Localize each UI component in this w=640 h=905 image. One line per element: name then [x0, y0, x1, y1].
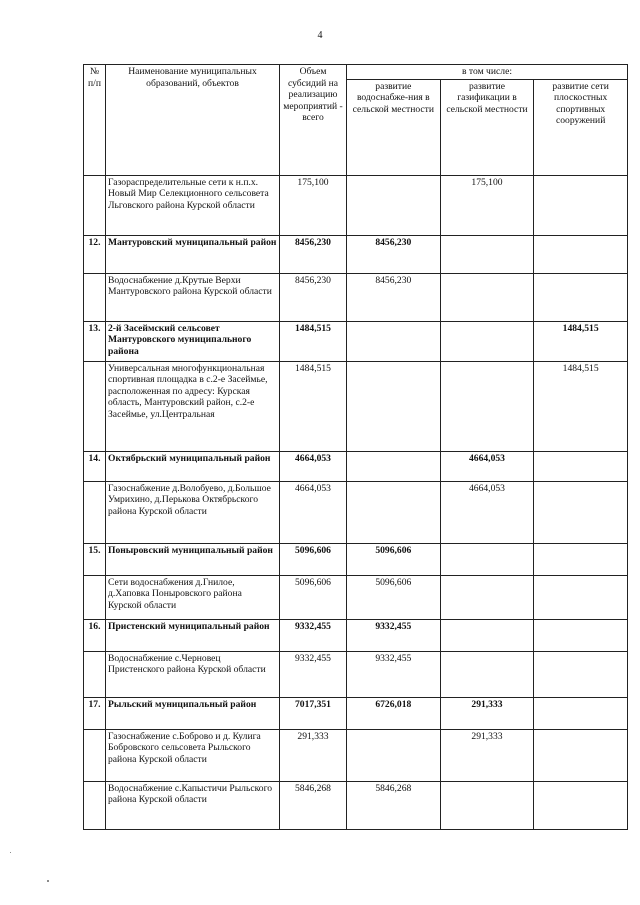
- object-row: [84, 175, 628, 235]
- row-number: [84, 651, 106, 697]
- scan-dot: [47, 880, 49, 882]
- object-row: [84, 361, 628, 451]
- header-including: в том числе:: [347, 65, 628, 80]
- row-name: Пристенский муниципальный район: [106, 619, 280, 651]
- object-row: [84, 729, 628, 781]
- district-row: [84, 619, 628, 651]
- row-name: Водоснабжение д.Крутые Верхи Мантуровского района Курской области: [106, 273, 280, 321]
- header-num: № п/п: [84, 65, 106, 176]
- row-water: [347, 321, 441, 361]
- row-number: [84, 361, 106, 451]
- row-name: Газоснабжение с.Боброво и д. Кулига Бобровского сельсовета Рыльского района Курской области: [106, 729, 280, 781]
- row-gas: [440, 361, 534, 451]
- row-total: 5096,606: [280, 575, 347, 619]
- row-number: [84, 729, 106, 781]
- row-sport: [534, 273, 628, 321]
- row-number: [84, 575, 106, 619]
- header-name: Наименование муниципальных образований, объектов: [106, 65, 280, 176]
- row-name: Рыльский муниципальный район: [106, 697, 280, 729]
- district-row: [84, 235, 628, 273]
- row-total: 5096,606: [280, 543, 347, 575]
- row-gas: 175,100: [440, 175, 534, 235]
- subsidy-table: [83, 64, 628, 830]
- object-row: [84, 781, 628, 829]
- row-sport: [534, 451, 628, 481]
- row-gas: [440, 651, 534, 697]
- row-water: 8456,230: [347, 273, 441, 321]
- district-row: [84, 321, 628, 361]
- row-gas: [440, 619, 534, 651]
- scan-dot: [10, 852, 11, 853]
- row-gas: 4664,053: [440, 451, 534, 481]
- header-sport: развитие сети плоскостных спортивных сооружений: [534, 79, 628, 175]
- object-row: [84, 575, 628, 619]
- row-name: Октябрьский муниципальный район: [106, 451, 280, 481]
- row-number: 16.: [84, 619, 106, 651]
- row-gas: [440, 321, 534, 361]
- row-total: 4664,053: [280, 451, 347, 481]
- row-name: 2-й Засеймский сельсовет Мантуровского муниципального района: [106, 321, 280, 361]
- row-sport: [534, 235, 628, 273]
- row-name: Газоснабжение д.Волобуево, д.Большое Умрихино, д.Перькова Октябрьского района Курской области: [106, 481, 280, 543]
- row-total: 1484,515: [280, 361, 347, 451]
- row-gas: [440, 235, 534, 273]
- row-water: 9332,455: [347, 651, 441, 697]
- row-number: [84, 175, 106, 235]
- row-gas: 4664,053: [440, 481, 534, 543]
- row-water: 8456,230: [347, 235, 441, 273]
- row-number: 15.: [84, 543, 106, 575]
- row-gas: [440, 273, 534, 321]
- row-water: 9332,455: [347, 619, 441, 651]
- row-sport: [534, 781, 628, 829]
- row-name: Водоснабжение с.Капыстичи Рыльского района Курской области: [106, 781, 280, 829]
- row-total: 8456,230: [280, 235, 347, 273]
- row-name: Универсальная многофункциональная спортивная площадка в с.2-е Засеймье, расположенная по адресу: Курская область, Мантуровский район, с.2-е Засеймье, ул.Центральная: [106, 361, 280, 451]
- row-sport: [534, 729, 628, 781]
- page-number: 4: [317, 30, 323, 41]
- row-gas: 291,333: [440, 729, 534, 781]
- row-total: 4664,053: [280, 481, 347, 543]
- row-number: [84, 273, 106, 321]
- district-row: [84, 543, 628, 575]
- row-total: 8456,230: [280, 273, 347, 321]
- row-name: Поныровский муниципальный район: [106, 543, 280, 575]
- row-sport: [534, 481, 628, 543]
- row-gas: [440, 543, 534, 575]
- row-number: [84, 781, 106, 829]
- row-water: [347, 451, 441, 481]
- row-gas: 291,333: [440, 697, 534, 729]
- row-sport: [534, 619, 628, 651]
- row-water: [347, 481, 441, 543]
- row-water: 5096,606: [347, 543, 441, 575]
- header-row-1: [84, 65, 628, 80]
- row-gas: [440, 575, 534, 619]
- table-body: [84, 175, 628, 829]
- row-sport: [534, 697, 628, 729]
- row-total: 5846,268: [280, 781, 347, 829]
- row-total: 7017,351: [280, 697, 347, 729]
- row-name: Сети водоснабжения д.Гнилое, д.Хаповка Поныровского района Курской области: [106, 575, 280, 619]
- row-total: 9332,455: [280, 651, 347, 697]
- row-sport: [534, 575, 628, 619]
- row-total: 175,100: [280, 175, 347, 235]
- row-sport: [534, 651, 628, 697]
- row-water: 5846,268: [347, 781, 441, 829]
- row-total: 1484,515: [280, 321, 347, 361]
- row-water: 5096,606: [347, 575, 441, 619]
- row-water: 6726,018: [347, 697, 441, 729]
- row-total: 9332,455: [280, 619, 347, 651]
- row-number: 14.: [84, 451, 106, 481]
- row-name: Водоснабжение с.Черновец Пристенского района Курской области: [106, 651, 280, 697]
- object-row: [84, 273, 628, 321]
- row-sport: 1484,515: [534, 361, 628, 451]
- row-sport: [534, 175, 628, 235]
- object-row: [84, 651, 628, 697]
- row-sport: 1484,515: [534, 321, 628, 361]
- row-sport: [534, 543, 628, 575]
- header-total: Объем субсидий на реализацию мероприятий - всего: [280, 65, 347, 176]
- row-number: 17.: [84, 697, 106, 729]
- row-water: [347, 729, 441, 781]
- district-row: [84, 451, 628, 481]
- row-number: 13.: [84, 321, 106, 361]
- row-water: [347, 361, 441, 451]
- row-name: Газораспределительные сети к н.п.х. Новый Мир Селекционного сельсовета Льговского района Курской области: [106, 175, 280, 235]
- header-water: развитие водоснабже-ния в сельской местности: [347, 79, 441, 175]
- row-water: [347, 175, 441, 235]
- header-gas: развитие газификации в сельской местности: [440, 79, 534, 175]
- district-row: [84, 697, 628, 729]
- object-row: [84, 481, 628, 543]
- row-total: 291,333: [280, 729, 347, 781]
- row-name: Мантуровский муниципальный район: [106, 235, 280, 273]
- row-number: 12.: [84, 235, 106, 273]
- row-gas: [440, 781, 534, 829]
- row-number: [84, 481, 106, 543]
